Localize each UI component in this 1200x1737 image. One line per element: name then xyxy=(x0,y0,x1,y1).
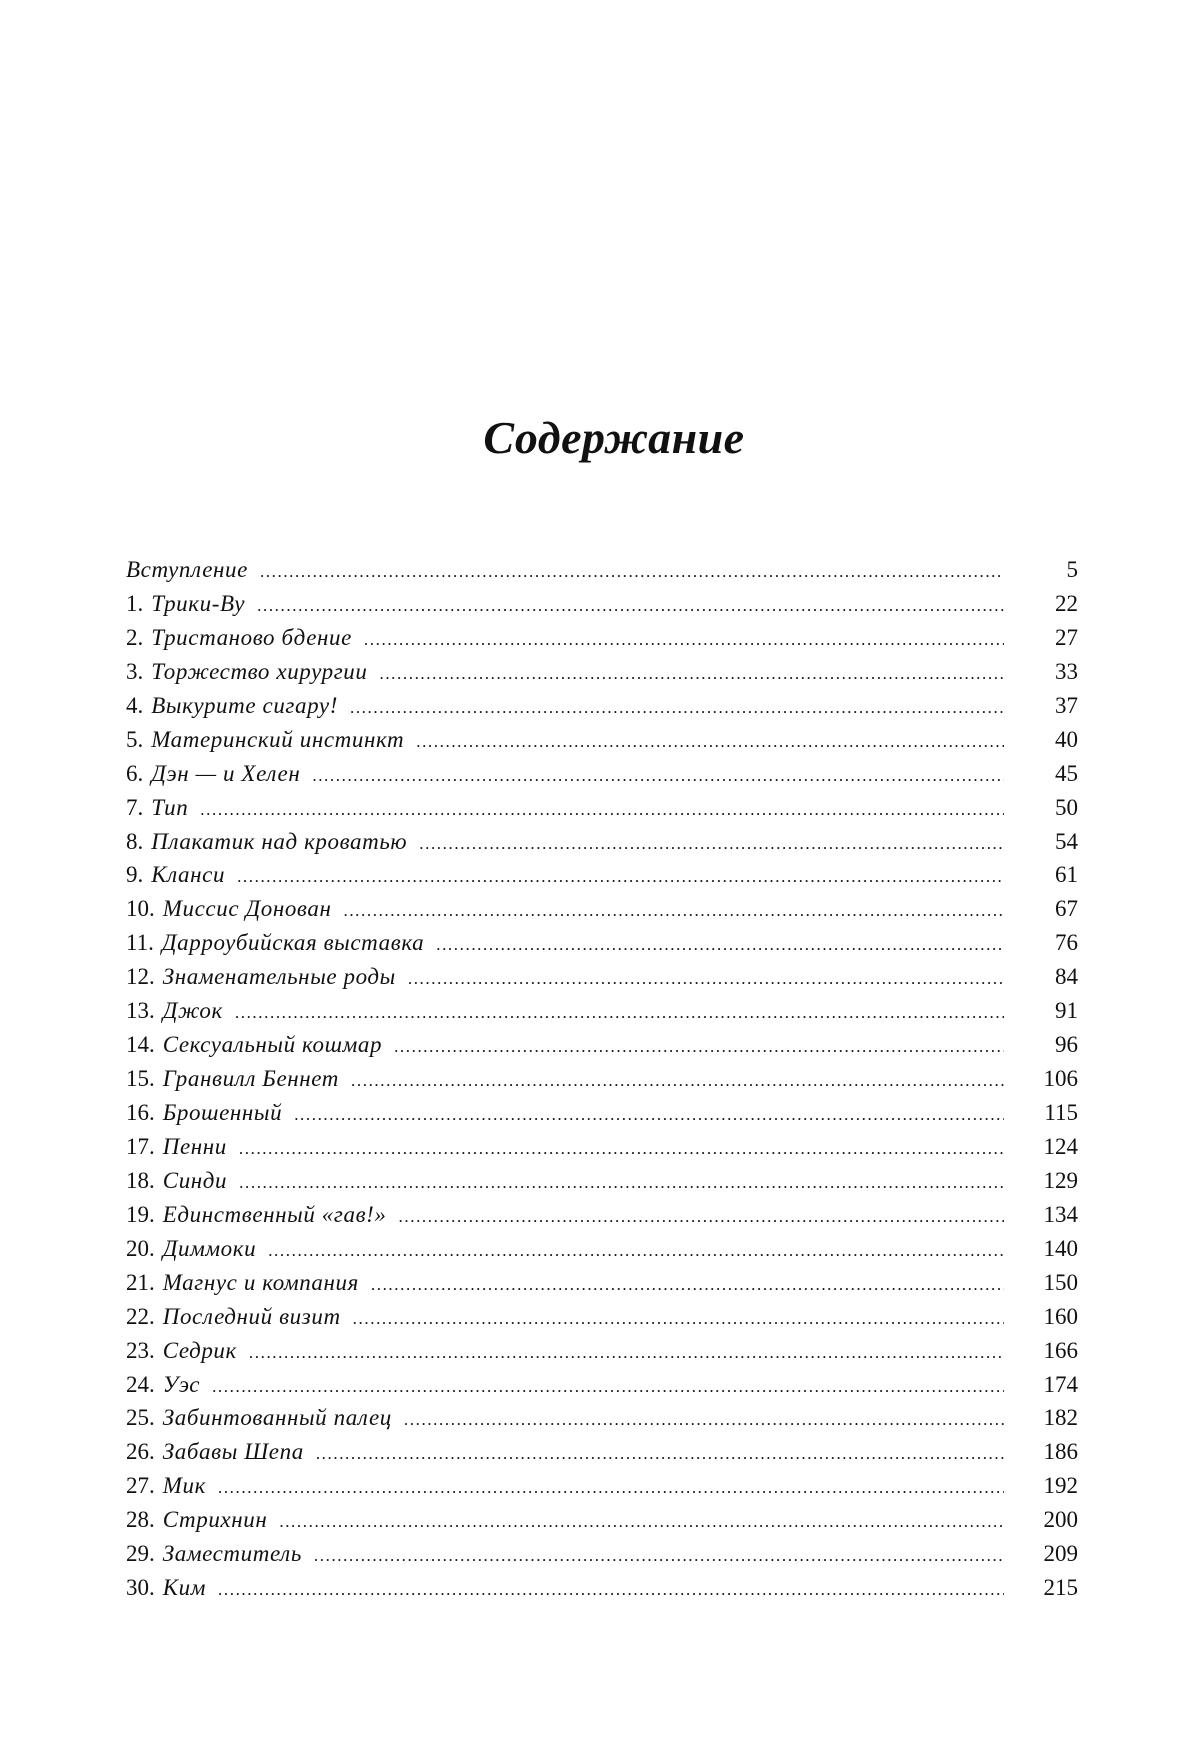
toc-entry-heading xyxy=(126,757,1014,793)
toc-entry xyxy=(126,1028,1078,1062)
toc-entry-number: 21. xyxy=(126,1269,155,1295)
dot-leader xyxy=(218,1573,1004,1607)
toc-entry-title: Ким xyxy=(162,1575,207,1601)
toc-entry-page-number: 37 xyxy=(1055,692,1078,718)
toc-entry-title: Забинтованный палец xyxy=(162,1405,392,1431)
toc-entry-title: Сексуальный кошмар xyxy=(162,1032,383,1058)
toc-entry-page-number: 129 xyxy=(1043,1167,1078,1193)
toc-entry-page-number: 22 xyxy=(1055,590,1078,616)
toc-entry-heading xyxy=(126,892,1014,928)
toc-entry-heading xyxy=(126,1435,1014,1471)
dot-leader xyxy=(249,1336,1004,1370)
toc-entry-page-number: 61 xyxy=(1055,862,1078,888)
dot-leader xyxy=(371,1268,1004,1302)
toc-entry xyxy=(126,1571,1078,1605)
toc-entry-number: 30. xyxy=(126,1575,155,1601)
toc-entry-page-number: 209 xyxy=(1043,1541,1078,1567)
dot-leader xyxy=(316,1437,1004,1471)
toc-entry-title: Седрик xyxy=(162,1337,237,1363)
toc-entry-page-number: 27 xyxy=(1055,624,1078,650)
toc-entry xyxy=(126,723,1078,757)
toc-entry-title: Тип xyxy=(151,794,189,820)
toc-entry-heading xyxy=(126,655,1014,691)
toc-entry-page-number: 40 xyxy=(1055,726,1078,752)
toc-entry-page-number: 186 xyxy=(1043,1439,1078,1465)
toc-entry-title: Диммоки xyxy=(162,1235,257,1261)
toc-entry xyxy=(126,1537,1078,1571)
toc-entry-number: 20. xyxy=(126,1235,155,1261)
toc-entry xyxy=(126,689,1078,723)
dot-leader xyxy=(419,827,1004,861)
toc-entry-title: Дарроубийская выставка xyxy=(161,930,425,956)
dot-leader xyxy=(268,1234,1004,1268)
dot-leader xyxy=(394,1030,1004,1064)
toc-entry-number: 19. xyxy=(126,1201,155,1227)
toc-entry-title: Заместитель xyxy=(162,1541,302,1567)
toc-entry xyxy=(126,960,1078,994)
toc-entry-number: 4. xyxy=(126,692,144,718)
toc-entry-heading xyxy=(126,1198,1014,1234)
toc-entry-title: Торжество хирургии xyxy=(151,658,368,684)
toc-entry-number: 27. xyxy=(126,1473,155,1499)
toc-entry-title: Плакатик над кроватью xyxy=(151,828,408,854)
toc-entry-number: 11. xyxy=(126,930,154,956)
toc-entry-page-number: 91 xyxy=(1055,998,1078,1024)
toc-entry xyxy=(126,892,1078,926)
dot-leader xyxy=(239,1166,1004,1200)
toc-entry-title: Знаменательные роды xyxy=(162,964,396,990)
dot-leader xyxy=(416,725,1004,759)
toc-entry xyxy=(126,1368,1078,1402)
dot-leader xyxy=(235,996,1004,1030)
toc-entry-number: 14. xyxy=(126,1032,155,1058)
dot-leader xyxy=(218,1471,1004,1505)
toc-entry xyxy=(126,1435,1078,1469)
toc-entry-heading xyxy=(126,1130,1014,1166)
toc-entry xyxy=(126,1266,1078,1300)
toc-entry-title: Магнус и компания xyxy=(162,1269,359,1295)
toc-entry-heading xyxy=(126,858,1014,894)
toc-entry-number: 26. xyxy=(126,1439,155,1465)
toc-entry-title: Вступление xyxy=(126,557,248,582)
toc-entry-title: Стрихнин xyxy=(162,1507,268,1533)
dot-leader xyxy=(364,623,1004,657)
toc-entry-title: Материнский инстинкт xyxy=(151,726,405,752)
dot-leader xyxy=(353,1302,1004,1336)
toc-entry xyxy=(126,1503,1078,1537)
toc-entry-number: 25. xyxy=(126,1405,155,1431)
toc-entry-number: 17. xyxy=(126,1133,155,1159)
toc-entry-title: Кланси xyxy=(151,862,226,888)
toc-entry-number: 13. xyxy=(126,998,155,1024)
dot-leader xyxy=(436,928,1004,962)
toc-entry-number: 6. xyxy=(126,760,144,786)
dot-leader xyxy=(200,793,1004,827)
toc-entry-number: 9. xyxy=(126,862,144,888)
toc-entry-heading xyxy=(126,960,1014,996)
toc-entry-page-number: 33 xyxy=(1055,658,1078,684)
toc-entry-heading xyxy=(126,723,1014,759)
toc-entry-title: Забавы Шепа xyxy=(162,1439,304,1465)
toc-entry xyxy=(126,1334,1078,1368)
toc-entry xyxy=(126,1232,1078,1266)
toc-entry-title: Брошенный xyxy=(162,1100,283,1125)
toc-entry-heading xyxy=(126,621,1014,657)
dot-leader xyxy=(260,555,1004,589)
toc-entry-heading xyxy=(126,825,1014,861)
dot-leader xyxy=(379,657,1004,691)
toc-entry-title: Мик xyxy=(162,1473,206,1499)
toc-entry-page-number: 96 xyxy=(1055,1032,1078,1058)
toc-entry-page-number: 45 xyxy=(1055,760,1078,786)
toc-entry-page-number: 174 xyxy=(1043,1371,1078,1397)
toc-entry-page-number: 140 xyxy=(1043,1235,1078,1261)
dot-leader xyxy=(239,1132,1004,1166)
dot-leader xyxy=(237,860,1004,894)
toc-entry-heading xyxy=(126,1096,1014,1132)
toc-entry-heading xyxy=(126,791,1014,827)
toc-entry-page-number: 50 xyxy=(1055,794,1078,820)
toc-entry-number: 18. xyxy=(126,1167,155,1193)
toc-entry-heading xyxy=(126,1300,1014,1336)
toc-entry-number: 29. xyxy=(126,1541,155,1567)
toc-entry-page-number: 150 xyxy=(1043,1269,1078,1295)
toc-entry-title: Гранвилл Беннет xyxy=(162,1066,340,1092)
toc-entry-page-number: 215 xyxy=(1043,1575,1078,1601)
toc-entry-title: Уэс xyxy=(162,1371,201,1397)
toc-entry-heading xyxy=(126,1571,1014,1607)
toc-entry-heading xyxy=(126,1401,1014,1437)
toc-entry-heading xyxy=(126,1266,1014,1302)
toc-entry-heading xyxy=(126,1503,1014,1539)
toc-entry-number: 28. xyxy=(126,1507,155,1533)
toc-entry-heading xyxy=(126,1164,1014,1200)
toc-entry-title: Пенни xyxy=(162,1133,227,1159)
toc-entry-title: Дэн — и Хелен xyxy=(151,760,301,786)
toc-entry xyxy=(126,1300,1078,1334)
toc-entry xyxy=(126,757,1078,791)
toc-entry xyxy=(126,1096,1078,1130)
toc-entry-title: Джок xyxy=(162,998,223,1024)
toc-entry-heading xyxy=(126,553,1014,589)
toc-entry xyxy=(126,858,1078,892)
toc-entry-number: 8. xyxy=(126,828,144,854)
toc-entry-number: 23. xyxy=(126,1337,155,1363)
toc-entry-number: 24. xyxy=(126,1371,155,1397)
dot-leader xyxy=(399,1200,1004,1234)
dot-leader xyxy=(343,894,1004,928)
toc-entry-title: Миссис Донован xyxy=(162,896,332,922)
toc-entry-heading xyxy=(126,1469,1014,1505)
toc-entry xyxy=(126,1164,1078,1198)
toc-entry xyxy=(126,1130,1078,1164)
toc-entry xyxy=(126,825,1078,859)
toc-entry-heading xyxy=(126,926,1014,962)
toc-entry-page-number: 115 xyxy=(1044,1100,1078,1125)
dot-leader xyxy=(312,759,1004,793)
toc-entry-number: 12. xyxy=(126,964,155,990)
toc-entry xyxy=(126,621,1078,655)
toc-entry-heading xyxy=(126,1232,1014,1268)
toc-entry-heading xyxy=(126,1062,1014,1098)
toc-entry-number: 3. xyxy=(126,658,144,684)
toc-entry-page-number: 5 xyxy=(1066,557,1078,582)
toc-entry-page-number: 76 xyxy=(1055,930,1078,956)
dot-leader xyxy=(279,1505,1004,1539)
toc-entry-number: 16. xyxy=(126,1100,155,1125)
toc-entry-heading xyxy=(126,1334,1014,1370)
toc-entry-page-number: 166 xyxy=(1043,1337,1078,1363)
toc-entry-page-number: 134 xyxy=(1043,1201,1078,1227)
toc-entry-number: 2. xyxy=(126,624,144,650)
toc-entry-number: 22. xyxy=(126,1303,155,1329)
dot-leader xyxy=(408,962,1004,996)
table-of-contents xyxy=(126,553,1078,1605)
toc-entry-page-number: 200 xyxy=(1043,1507,1078,1533)
toc-entry xyxy=(126,1198,1078,1232)
toc-entry-title: Последний визит xyxy=(162,1303,341,1329)
toc-entry xyxy=(126,655,1078,689)
toc-entry-heading xyxy=(126,689,1014,725)
toc-entry-page-number: 124 xyxy=(1043,1133,1078,1159)
page-title: Содержание xyxy=(483,411,745,463)
toc-entry-page-number: 106 xyxy=(1043,1066,1078,1092)
toc-entry-page-number: 67 xyxy=(1055,896,1078,922)
toc-entry-number: 15. xyxy=(126,1066,155,1092)
toc-entry-page-number: 160 xyxy=(1043,1303,1078,1329)
toc-entry-number: 7. xyxy=(126,794,144,820)
toc-entry xyxy=(126,1062,1078,1096)
toc-entry xyxy=(126,1469,1078,1503)
toc-entry-title: Выкурите сигару! xyxy=(151,692,338,718)
toc-entry xyxy=(126,791,1078,825)
toc-entry-number: 1. xyxy=(126,590,144,616)
dot-leader xyxy=(350,691,1004,725)
toc-entry-heading xyxy=(126,1537,1014,1573)
dot-leader xyxy=(351,1064,1004,1098)
toc-entry-page-number: 54 xyxy=(1055,828,1078,854)
dot-leader xyxy=(294,1098,1004,1132)
dot-leader xyxy=(257,589,1004,623)
toc-entry xyxy=(126,1401,1078,1435)
toc-entry-title: Трики-Ву xyxy=(151,590,246,616)
toc-entry-title: Тристаново бдение xyxy=(151,624,352,650)
toc-entry xyxy=(126,994,1078,1028)
toc-entry-heading xyxy=(126,587,1014,623)
dot-leader xyxy=(314,1539,1004,1573)
toc-entry-page-number: 192 xyxy=(1043,1473,1078,1499)
dot-leader xyxy=(404,1403,1004,1437)
toc-entry-heading xyxy=(126,1028,1014,1064)
toc-entry-heading xyxy=(126,994,1014,1030)
toc-entry-page-number: 182 xyxy=(1043,1405,1078,1431)
toc-entry xyxy=(126,587,1078,621)
toc-entry-title: Единственный «гав!» xyxy=(162,1201,387,1227)
toc-entry-heading xyxy=(126,1368,1014,1404)
toc-entry xyxy=(126,553,1078,587)
dot-leader xyxy=(212,1370,1004,1404)
toc-entry-page-number: 84 xyxy=(1055,964,1078,990)
toc-entry-number: 5. xyxy=(126,726,144,752)
toc-entry xyxy=(126,926,1078,960)
toc-entry-title: Синди xyxy=(162,1167,228,1193)
toc-entry-number: 10. xyxy=(126,896,155,922)
